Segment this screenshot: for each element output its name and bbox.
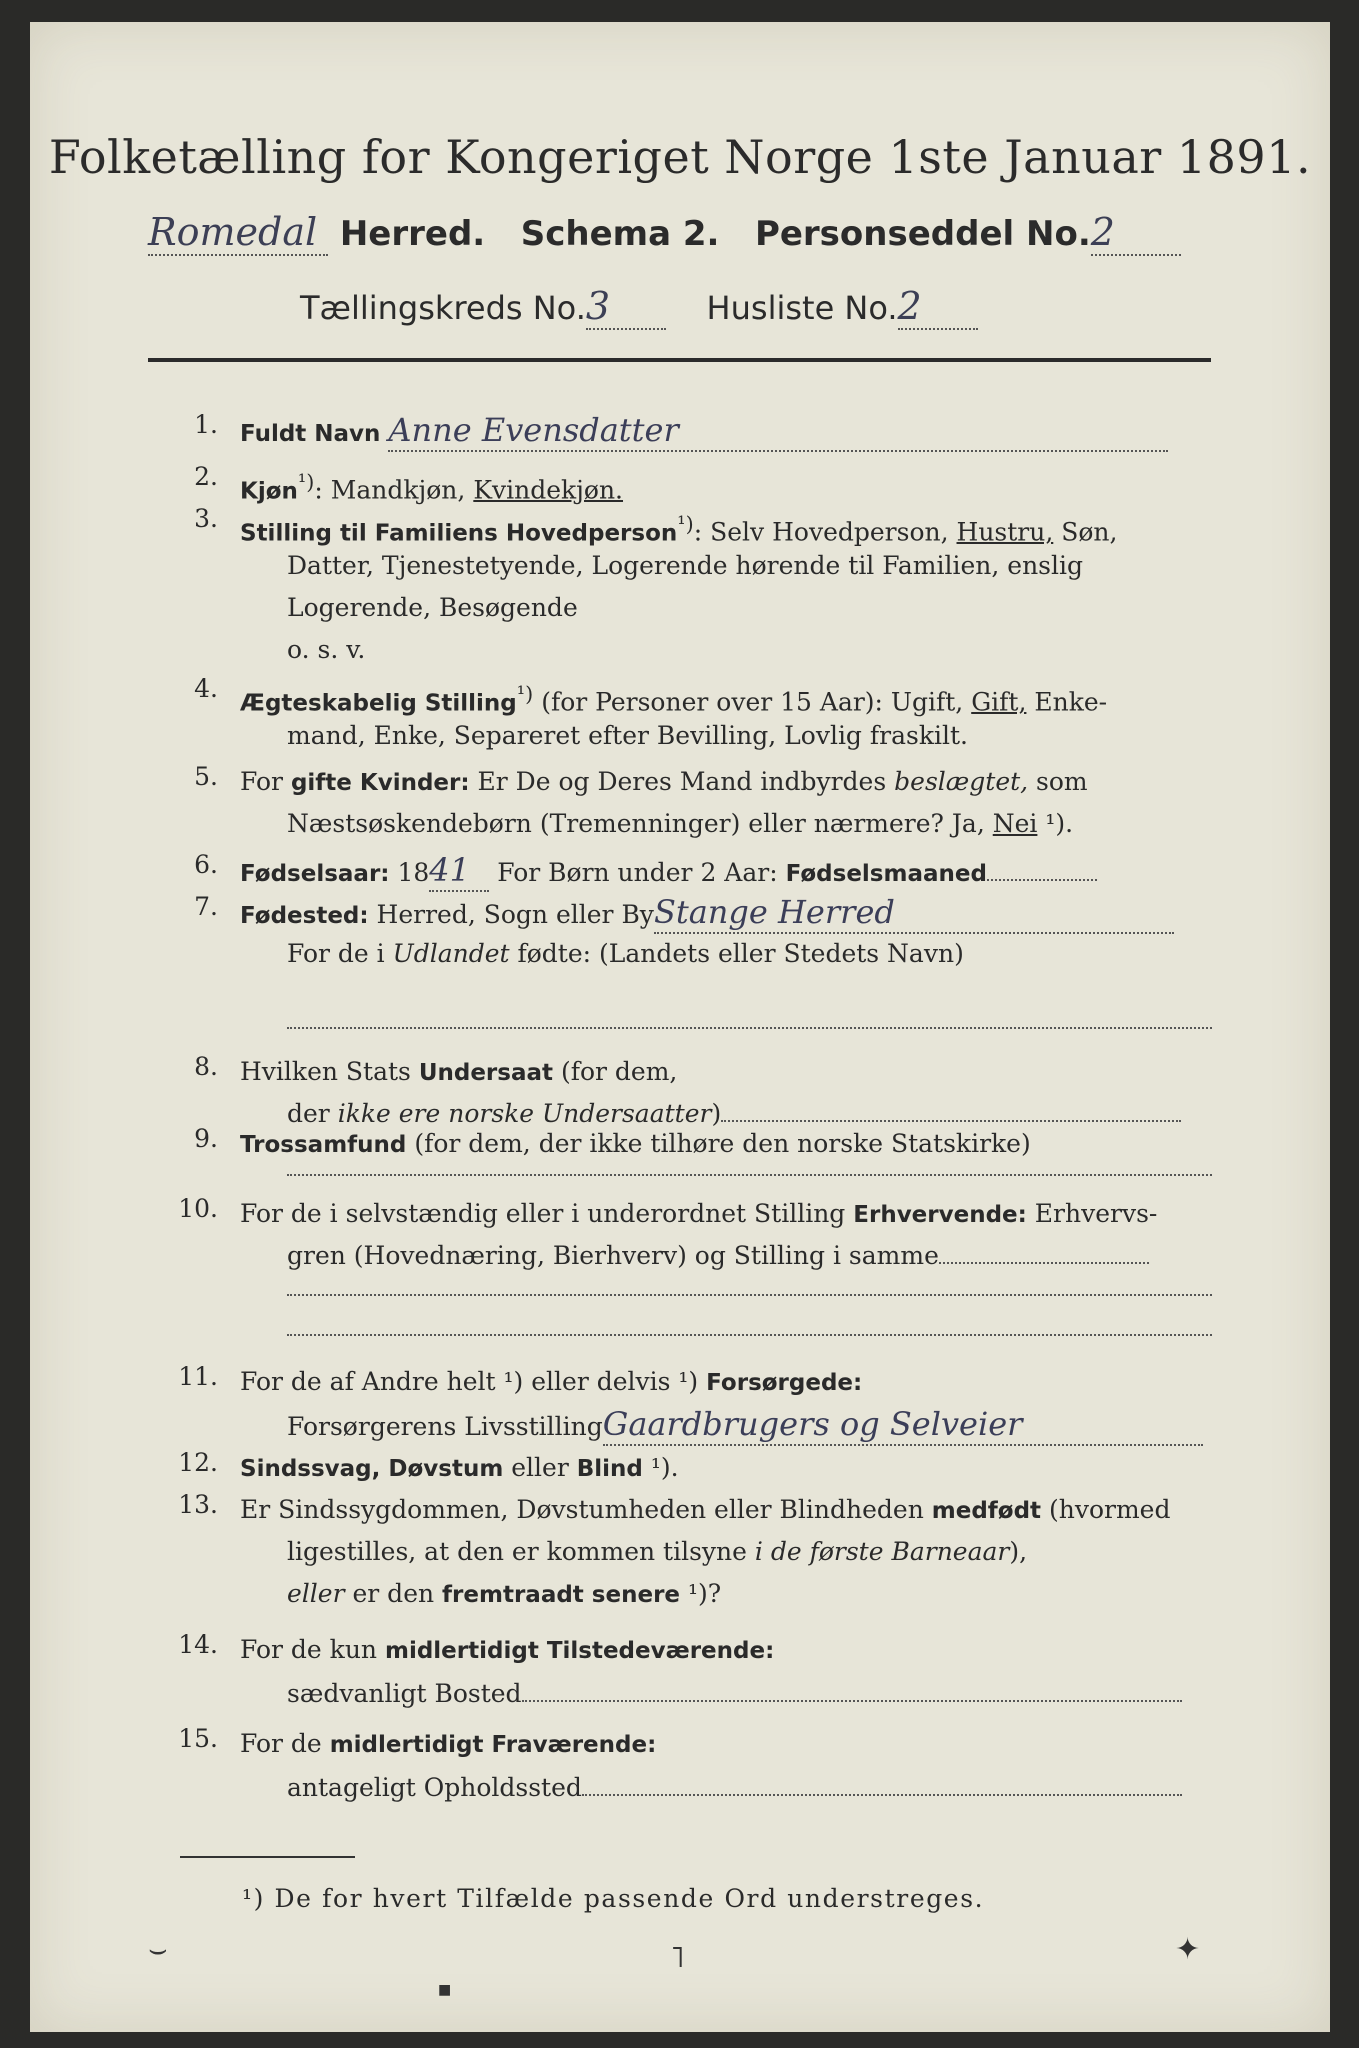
item-text: Erhvervs- — [1026, 1199, 1158, 1228]
item-text: (for dem, der ikke tilhøre den norske Statskirke) — [406, 1129, 1031, 1158]
birth-year-answer: 41 — [429, 850, 489, 892]
item-text: Hvilken Stats — [240, 1057, 419, 1086]
underlined-answer: Hustru, — [956, 517, 1054, 547]
item-text: For de kun — [240, 1635, 385, 1664]
item-label: Trossamfund — [240, 1132, 407, 1158]
item-label: Undersaat — [418, 1060, 553, 1086]
underlined-answer: Kvindekjøn. — [473, 475, 624, 505]
item-text: eller — [287, 1579, 345, 1608]
item-text: 18 — [389, 858, 430, 887]
item-label: Stilling til Familiens Hovedperson — [240, 520, 678, 547]
item-text: Datter, Tjenestetyende, Logerende hørende til Familien, enslig — [287, 551, 1084, 580]
item-number: 7. — [194, 892, 218, 921]
item-text: Søn, — [1053, 517, 1118, 547]
item-number: 11. — [178, 1362, 218, 1391]
full-name-answer: Anne Evensdatter — [388, 410, 1168, 452]
taellingskreds-label: Tællingskreds No. — [300, 289, 586, 327]
form-subtitle — [148, 210, 1208, 256]
item-text: o. s. v. — [287, 635, 366, 664]
item-text: beslægtet, — [894, 767, 1029, 796]
item-label: Blind — [576, 1456, 643, 1482]
item-text: For de — [240, 1729, 330, 1758]
husliste-label: Husliste No. — [706, 289, 898, 327]
item-text: ikke ere norske Undersaatter — [337, 1099, 712, 1128]
taellingskreds-no: 3 — [586, 284, 666, 330]
item-text: antageligt Opholdssted — [287, 1773, 582, 1802]
item-text: (hvormed — [1041, 1495, 1171, 1524]
item-text: For de i selvstændig eller i underordnet Stilling — [240, 1199, 854, 1228]
item-text: Herred, Sogn eller By — [368, 900, 654, 929]
herred-handwritten: Romedal — [148, 210, 328, 256]
item-label: midlertidigt Tilstedeværende: — [384, 1638, 775, 1664]
underlined-answer: Nei — [992, 809, 1038, 838]
item-text: ligestilles, at den er kommen tilsyne — [287, 1537, 755, 1566]
item-label: Sindssvag, Døvstum — [240, 1456, 504, 1482]
provider-occupation-answer: Gaardbrugers og Selveier — [603, 1404, 1203, 1446]
item-label: midlertidigt Fraværende: — [329, 1732, 657, 1758]
item-label: Forsørgede: — [706, 1370, 863, 1396]
item-label: fremtraadt senere — [442, 1582, 681, 1608]
item-text: mand, Enke, Separeret efter Bevilling, Lovlig fraskilt. — [287, 721, 968, 750]
item-text: Forsørgerens Livsstilling — [287, 1412, 603, 1441]
personseddel-label: Personseddel No. — [754, 214, 1091, 254]
item-number: 15. — [178, 1724, 218, 1753]
item-number: 8. — [194, 1052, 218, 1081]
cross-mark: ✦ — [1175, 1932, 1201, 1967]
item-number: 6. — [194, 850, 218, 879]
item-label: medfødt — [931, 1498, 1042, 1524]
blank-field — [287, 1027, 1212, 1029]
item-text: gren (Hovednæring, Bierhverv) og Stilling i samme — [287, 1241, 939, 1270]
item-text: i de første Barneaar — [754, 1537, 1010, 1566]
item-text: Logerende, Besøgende — [287, 593, 578, 622]
blank-field — [522, 1700, 1182, 1702]
item-text: For — [240, 767, 291, 796]
blank-field — [721, 1120, 1181, 1122]
blank-field — [287, 1174, 1212, 1176]
item-number: 3. — [194, 504, 218, 533]
item-text: Er Sindssygdommen, Døvstumheden eller Blindheden — [240, 1495, 932, 1524]
census-form: Folketælling for Kongeriget Norge 1ste Januar 1891. Romedal Herred. Schema 2. Personseddel No.2 Tællingskreds No.3 Husliste No.2 1. Fuldt Navn Anne Evensdatter 2. Kjøn$^{^1)}$: Mandkjøn, Kvindekjøn. 3. Stilling til Familiens Hovedperson$^{^1)}$: Selv Hovedperson, Hustru, Søn, Datter, Tjenestetyende, Logerende hørende til Familien, enslig Logerende, Besøgende o. s. v. 4. Ægteskabelig Stilling$^{^1)}$ (for Personer over 15 Aar): Ugift, Gift, Enke- mand, Enke, Separeret efter Bevilling, Lovlig fraskilt. 5. For gifte Kvinder: Er De og Deres Mand indbyrdes beslægtet, som Næstsøskendebørn (Tremenninger) eller nærmere? Ja, Nei ¹). 6. Fødselsaar: 1841 For Børn under 2 Aar: Fødselsmaaned 7. Fødested: Herred, Sogn eller ByStange Herred For de i Udlandet fødte: (Landets eller Stedets Navn) 8. Hvilken Stats Undersaat (for dem, der ikke ere norske Undersaatter) 9. Trossamfund (for dem, der ikke tilhøre den norske Statskirke) 10. For de i selvstændig eller i underordnet Stilling Erhvervende: Erhvervs- gren (Hovednæring, Bierhverv) og Stilling i samme 11. For de af Andre helt ¹) eller delvis ¹) Forsørgede: Forsørgerens LivsstillingGaardbrugers og Selveier 12. Sindssvag, Døvstum eller Blind ¹). 13. Er Sindssygdommen, Døvstumheden eller Blindheden medfødt (hvormed ligestilles, at den er kommen tilsyne i de første Barneaar), eller er den fremtraadt senere ¹)? 14. For de kun midlertidigt Tilstedeværende: sædvanligt Bosted 15. For de midlertidigt Fraværende: antageligt Opholdssted ¹) De for hvert Tilfælde passende Ord understreges. ⌣ ■ ˥ ✦ — [30, 22, 1330, 2032]
birthplace-answer: Stange Herred — [654, 892, 1174, 934]
item-label: Ægteskabelig Stilling — [240, 690, 517, 717]
item-text: der — [287, 1099, 338, 1128]
blank-field — [987, 879, 1097, 881]
form-subtitle-2 — [300, 284, 1200, 330]
item-text: Næstsøskendebørn (Tremenninger) eller nærmere? Ja, — [287, 809, 993, 838]
item-number: 4. — [194, 674, 218, 703]
item-text: sædvanligt Bosted — [287, 1679, 522, 1708]
item-number: 2. — [194, 462, 218, 491]
item-text: ), — [1009, 1537, 1028, 1566]
item-label: Fødselsmaaned — [785, 861, 987, 887]
item-text: : Selv Hovedperson, — [693, 517, 957, 547]
item-label: Erhvervende: — [853, 1202, 1027, 1228]
item-text: ¹). — [642, 1453, 679, 1482]
item-number: 12. — [178, 1448, 218, 1477]
herred-label: Herred. — [339, 214, 486, 254]
item-text: For de i — [287, 939, 393, 968]
item-number: 10. — [178, 1194, 218, 1223]
item-label: Fødselsaar: — [240, 861, 390, 887]
item-text: (for Personer over 15 Aar): Ugift, — [533, 687, 972, 717]
item-text: (for dem, — [553, 1057, 678, 1086]
dot-mark: ■ — [438, 1982, 452, 1998]
footnote-ref: ¹) — [516, 682, 534, 706]
item-text: er den — [344, 1579, 443, 1608]
item-text: eller — [503, 1453, 577, 1482]
item-text: ¹). — [1037, 809, 1074, 838]
header-rule — [148, 358, 1211, 362]
blank-field — [287, 1334, 1212, 1336]
footnote-ref: ¹) — [677, 512, 694, 536]
husliste-no: 2 — [898, 284, 978, 330]
blank-field — [939, 1262, 1149, 1264]
footnote: ¹) De for hvert Tilfælde passende Ord understreges. — [242, 1884, 985, 1913]
item-number: 1. — [194, 410, 218, 439]
schema-label: Schema 2. — [520, 214, 720, 254]
item-label: Fuldt Navn — [240, 421, 381, 447]
form-title: Folketælling for Kongeriget Norge 1ste Januar 1891. — [48, 130, 1312, 184]
item-text: Enke- — [1026, 687, 1108, 717]
blank-field — [582, 1794, 1182, 1796]
item-number: 9. — [194, 1124, 218, 1153]
item-label: gifte Kvinder: — [290, 770, 470, 796]
item-text: som — [1028, 767, 1088, 796]
item-label: Kjøn — [240, 478, 298, 505]
footnote-rule — [180, 1856, 355, 1858]
item-text: fødte: (Landets eller Stedets Navn) — [509, 939, 964, 968]
item-text: Er De og Deres Mand indbyrdes — [469, 767, 895, 796]
scribble-mark: ⌣ — [148, 1932, 168, 1967]
underlined-answer: Gift, — [971, 687, 1027, 717]
item-text: Udlandet — [392, 939, 510, 968]
item-text: For Børn under 2 Aar: — [489, 858, 786, 887]
personseddel-no: 2 — [1091, 210, 1181, 256]
item-text: : Mandkjøn, — [314, 475, 474, 505]
item-label: Fødested: — [240, 903, 369, 929]
tick-mark: ˥ — [670, 1940, 685, 1975]
blank-field — [287, 1294, 1212, 1296]
item-number: 5. — [194, 762, 218, 791]
item-number: 14. — [178, 1630, 218, 1659]
item-text: For de af Andre helt ¹) eller delvis ¹) — [240, 1367, 707, 1396]
item-number: 13. — [178, 1490, 218, 1519]
footnote-ref: ¹) — [297, 470, 315, 494]
item-text: ¹)? — [680, 1579, 722, 1608]
